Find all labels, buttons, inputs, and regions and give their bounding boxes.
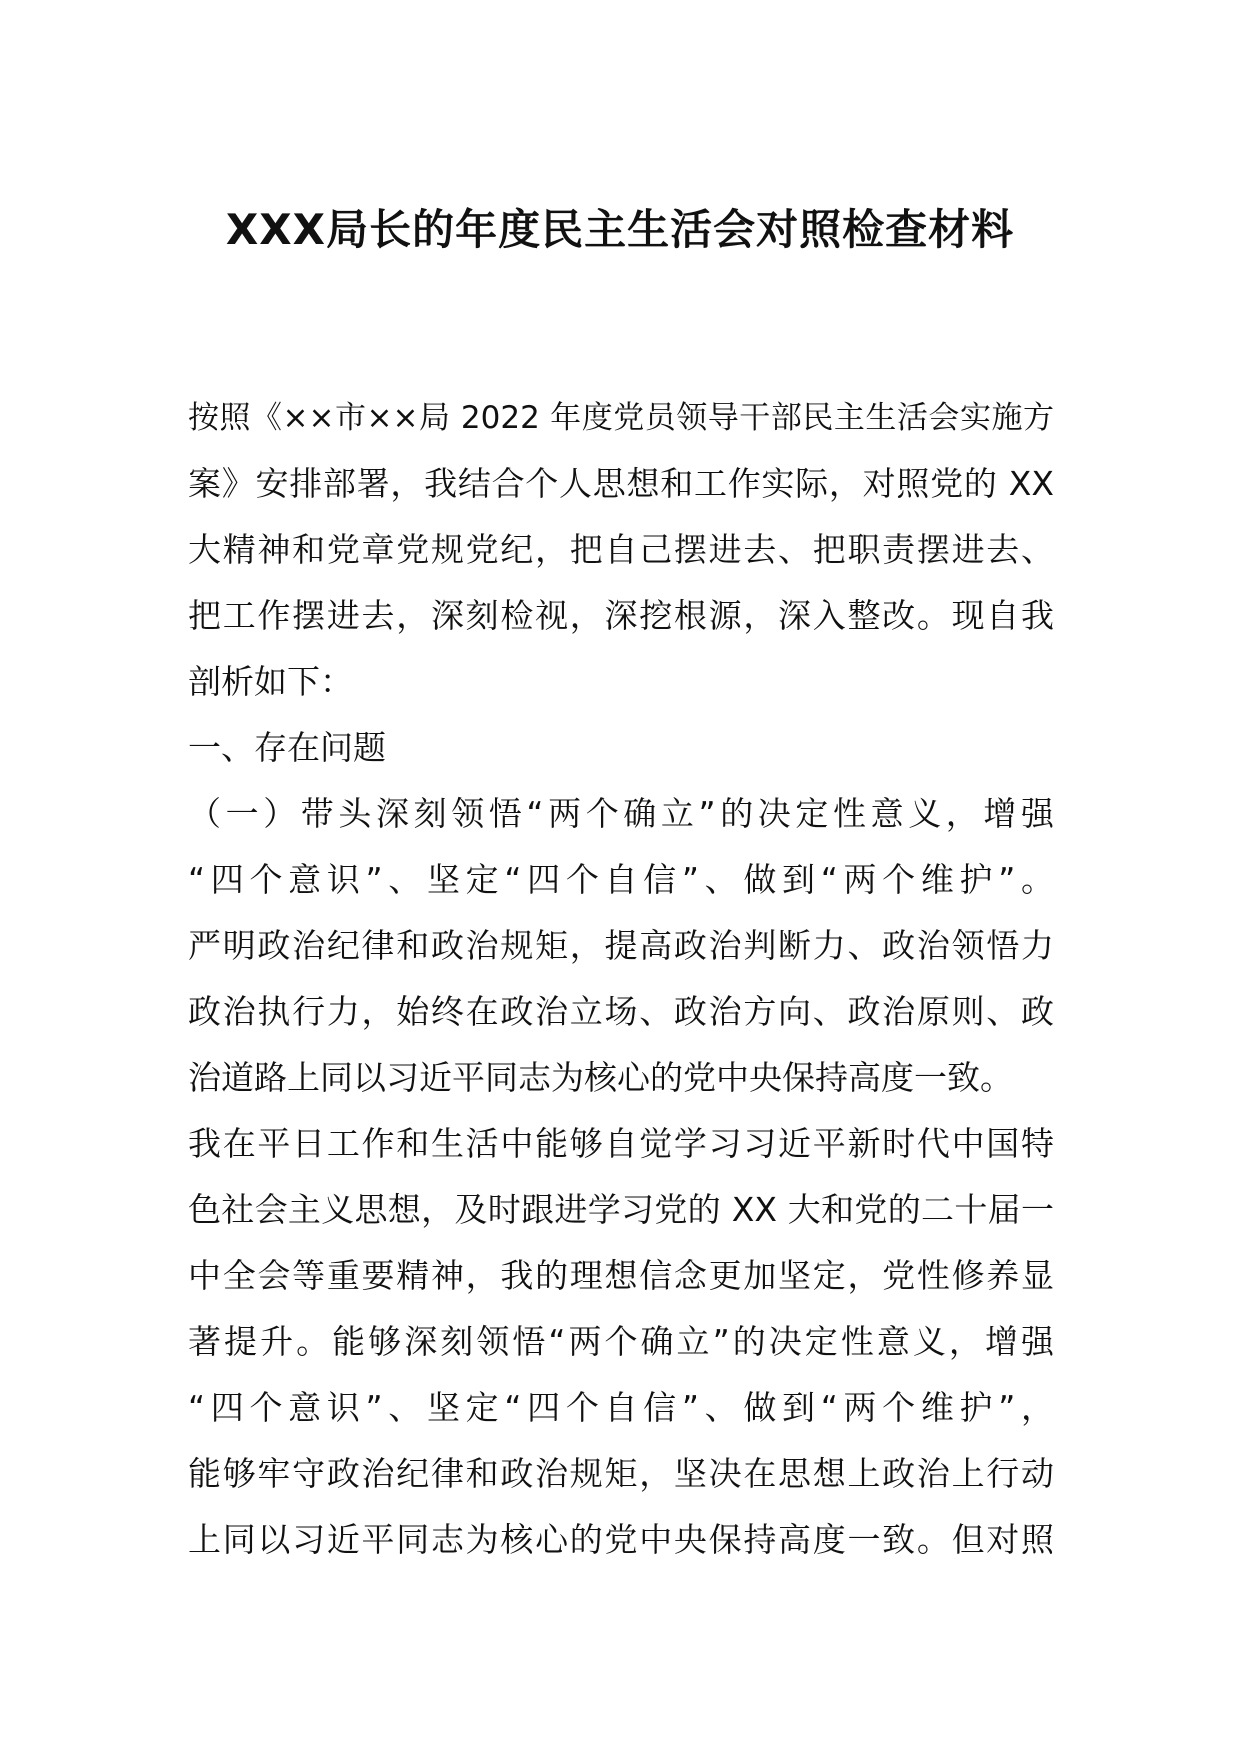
body-line: 我在平日工作和生活中能够自觉学习习近平新时代中国特 [188,1124,1054,1163]
body-line: 按照《××市××局 2022 年度党员领导干部民主生活会实施方 [188,400,1054,436]
document-title: XXX局长的年度民主生活会对照检查材料 [225,205,1015,254]
subsection-heading: 政治执行力，始终在政治立场、政治方向、政治原则、政 [188,992,1054,1031]
body-line: 能够牢守政治纪律和政治规矩，坚决在思想上政治上行动 [188,1454,1054,1493]
body-line: 剖析如下： [188,662,353,701]
body-line: 案》安排部署，我结合个人思想和工作实际，对照党的 XX [188,464,1054,503]
body-line: 把工作摆进去，深刻检视，深挖根源，深入整改。现自我 [188,596,1054,635]
subsection-heading: （一）带头深刻领悟“两个确立”的决定性意义，增强 [188,794,1054,833]
subsection-heading: 严明政治纪律和政治规矩，提高政治判断力、政治领悟力 [188,926,1054,965]
body-line: “四个意识”、坚定“四个自信”、做到“两个维护”， [188,1388,1054,1427]
subsection-heading: “四个意识”、坚定“四个自信”、做到“两个维护”。 [188,860,1054,899]
body-line: 大精神和党章党规党纪，把自己摆进去、把职责摆进去、 [188,530,1054,569]
body-line: 著提升。能够深刻领悟“两个确立”的决定性意义，增强 [188,1322,1054,1361]
body-line: 上同以习近平同志为核心的党中央保持高度一致。但对照 [188,1520,1054,1559]
body-line: 中全会等重要精神，我的理想信念更加坚定，党性修养显 [188,1256,1054,1295]
subsection-heading: 治道路上同以习近平同志为核心的党中央保持高度一致。 [188,1058,1013,1097]
body-line: 色社会主义思想，及时跟进学习党的 XX 大和党的二十届一 [188,1190,1054,1229]
document-body [188,385,1054,1573]
section-heading: 一、存在问题 [188,728,386,767]
